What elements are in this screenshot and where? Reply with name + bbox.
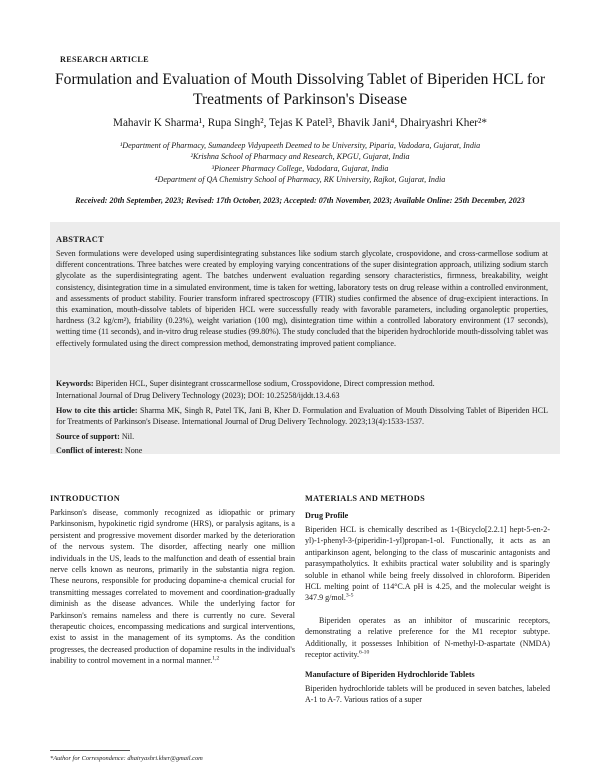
conflict-of-interest bbox=[56, 446, 142, 455]
affiliation-1: ¹Department of Pharmacy, Sumandeep Vidyapeeth Deemed to be University, Piparia, Vadodara, Gujarat, India bbox=[119, 141, 481, 150]
abstract-heading: ABSTRACT bbox=[56, 235, 105, 244]
abstract-text: Seven formulations were developed using superdisintegrating substances like sodium starch glycolate, crospovidone, and cross-carmellose sodium at different concentrations. Three batches were created by employing varying concentrations of the super disintegration approach, utilizing sodium starch glycolate as the superdisintegrating agent. The batches underwent evaluation regarding sensory characteristics, firmness, breakability, weight consistency, disintegration time in a simulated environment, time is taken for wetting, laboratory tests on drug release within a controlled environment, and assessments of product stability. Fourier transform infrared spectroscopy (FTIR) studies confirmed the absence of drug-excipient interactions. In this examination, mouth-dissolve tablets of biperiden HCL were successfully ready with favorable parameters, including organoleptic properties, hardness (3.2 kg/cm²), friability (0.23%), weight variation (100 mg), disintegration time within a controlled laboratory environment (17 seconds), wetting time (11 seconds), and in-vitro drug release studies (99.80%). The study concluded that the biperiden hydrochloride mouth-dissolving tablet was effectively formulated using the direct compression method, demonstrating improved patient compliance. bbox=[56, 249, 548, 348]
article-type-label: RESEARCH ARTICLE bbox=[60, 55, 149, 64]
citation-label: How to cite this article: bbox=[56, 406, 138, 415]
drug-profile-heading: Drug Profile bbox=[305, 511, 349, 520]
drug-profile-text: Biperiden HCL is chemically described as 1-(Bicyclo[2.2.1] hept-5-en-2-yl)-1-phenyl-3-(piperidin-1-yl)propan-1-ol. Functionally, it acts as an antiparkinson agent, belonging to the class of muscarinic antagonists and parasympatholytics. It exhibits practical water solubility and is sparingly soluble in ethanol while being freely dissolved in chloroform. Biperiden HCL melting point of 114°C.A pH is 4.25, and the molecular weight is 347.9 g/mol. bbox=[305, 525, 550, 603]
drug-profile-paragraph bbox=[305, 524, 550, 604]
citation-text: Sharma MK, Singh R, Patel TK, Jani B, Kher D. Formulation and Evaluation of Mouth Dissolving Tablet of Biperiden HCL for Treatments of Parkinson's Disease. International Journal of Drug Delivery Technology. 2023;13(4):1533-1537. bbox=[56, 406, 548, 427]
source-of-support bbox=[56, 432, 134, 441]
support-label: Source of support: bbox=[56, 432, 120, 441]
affiliation-3: ³Pioneer Pharmacy College, Vadodara, Gujarat, India bbox=[211, 163, 389, 173]
mechanism-text: Biperiden operates as an inhibitor of muscarinic receptors, demonstrating a relative preference for the M1 receptor subtype. Additionally, it possesses Inhibition of N-methyl-D-aspartate (NMDA) receptor activity. bbox=[305, 616, 550, 660]
keywords bbox=[56, 378, 548, 389]
article-title: Formulation and Evaluation of Mouth Dissolving Tablet of Biperiden HCL for Treatments of Parkinson's Disease bbox=[54, 71, 546, 108]
mechanism-paragraph bbox=[305, 615, 550, 661]
keywords-text: Biperiden HCL, Super disintegrant crosscarmellose sodium, Crosspovidone, Direct compression method. bbox=[95, 379, 435, 388]
correspondence-footnote: *Author for Correspondence: dhairyashri.kher@gmail.com bbox=[50, 755, 203, 762]
introduction-ref: 1,2 bbox=[212, 655, 220, 662]
keywords-label: Keywords: bbox=[56, 379, 94, 388]
footnote-divider bbox=[50, 750, 130, 751]
affiliations bbox=[40, 140, 560, 186]
introduction-heading: INTRODUCTION bbox=[50, 494, 120, 503]
affiliation-2: ²Krishna School of Pharmacy and Research, KPGU, Gujarat, India bbox=[190, 152, 410, 162]
conflict-label: Conflict of interest: bbox=[56, 446, 123, 455]
manufacture-heading: Manufacture of Biperiden Hydrochloride Tablets bbox=[305, 670, 475, 679]
introduction-text: Parkinson's disease, commonly recognized as idiopathic or primary Parkinsonism, hypokinetic rigid syndrome (HRS), or paralysis agitans, is a persistent and progressive movement disorder marked by the deterioration of the nervous system. The disorder, affecting nearly one million individuals in the US, leads to the malfunction and death of essential brain nerve cells known as neurons, primarily in the substantia nigra region. These neurons, responsible for producing dopamine-a chemical crucial for transmitting messages correlated to movement and coordination-gradually diminish as the disease advances. While the underlying factor for Parkinson's remains nameless and there is currently no cure. Several therapeutic choices, encompassing medications and surgical interventions, exist to assist in the management of its symptoms. As the condition progresses, the decreased production of dopamine results in the individual's inability to control movement in a normal manner. bbox=[50, 508, 295, 666]
author-list: Mahavir K Sharma¹, Rupa Singh², Tejas K Patel³, Bhavik Jani⁴, Dhairyashri Kher²* bbox=[113, 117, 487, 129]
drug-profile-ref: 3-5 bbox=[345, 592, 354, 599]
mechanism-ref: 6-10 bbox=[359, 649, 370, 656]
support-value: Nil. bbox=[121, 432, 135, 441]
publication-dates: Received: 20th September, 2023; Revised: 17th October, 2023; Accepted: 07th November, 2023; Available Online: 25th December, 2023 bbox=[75, 196, 525, 205]
manufacture-paragraph: Biperiden hydrochloride tablets will be produced in seven batches, labeled A-1 to A-7. Various ratios of a super bbox=[305, 684, 550, 705]
journal-doi: International Journal of Drug Delivery Technology (2023); DOI: 10.25258/ijddt.13.4.63 bbox=[56, 391, 340, 400]
conflict-value: None bbox=[124, 446, 143, 455]
citation bbox=[56, 405, 548, 428]
methods-heading: MATERIALS AND METHODS bbox=[305, 494, 426, 503]
introduction-paragraph bbox=[50, 507, 295, 667]
affiliation-4: ⁴Department of QA Chemistry School of Pharmacy, RK University, Rajkot, Gujarat, India bbox=[154, 175, 446, 185]
